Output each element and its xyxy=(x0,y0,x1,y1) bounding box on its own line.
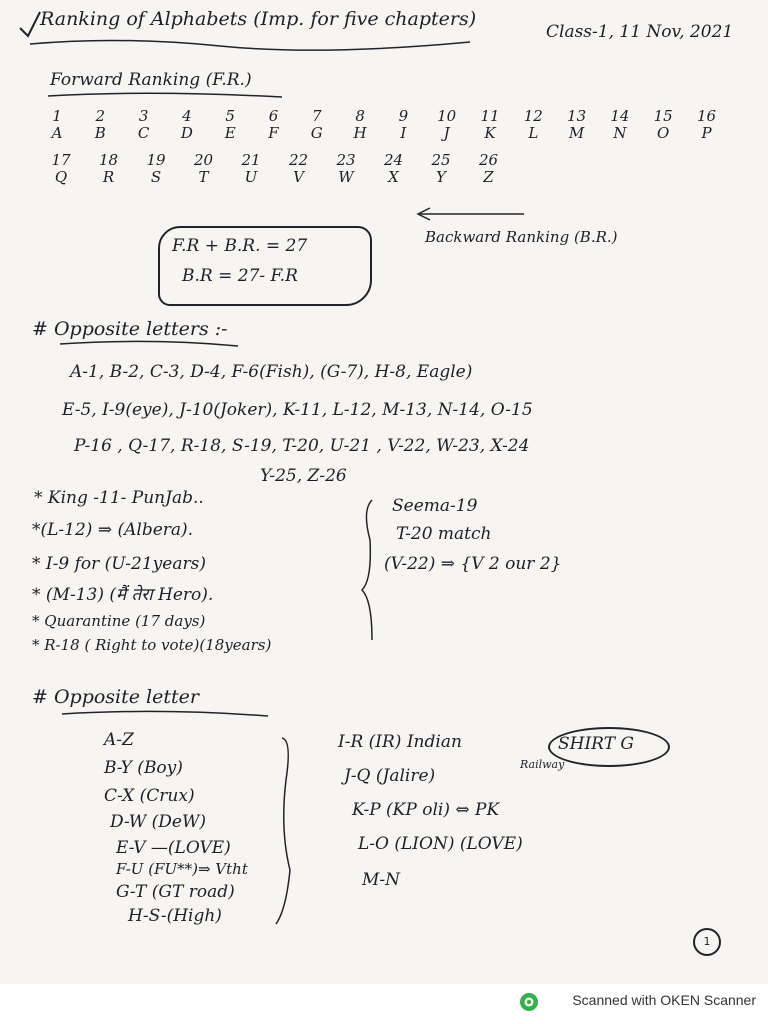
trick-item: * I-9 for (U-21years) xyxy=(32,554,206,574)
rank-number: 16 xyxy=(696,107,717,125)
rank-letter: C xyxy=(137,124,150,142)
rank-letter: R xyxy=(102,168,115,186)
rank-number: 15 xyxy=(653,107,673,125)
rank-letter: I xyxy=(400,124,407,142)
trick-item: * Quarantine (17 days) xyxy=(32,612,206,630)
trick-right-item: (V-22) ⇒ {V 2 our 2} xyxy=(384,554,562,574)
opposite-pair: F-U (FU**)⇒ Vtht xyxy=(116,860,248,878)
rank-cell xyxy=(603,108,637,142)
rank-number: 20 xyxy=(193,151,214,169)
rank-number: 12 xyxy=(523,107,543,125)
class-date: Class-1, 11 Nov, 2021 xyxy=(546,22,734,42)
opposite-letters-heading: # Opposite letters :- xyxy=(32,318,228,340)
rank-letter: G xyxy=(310,124,323,142)
rank-number: 5 xyxy=(225,107,235,125)
shirt-note: SHIRT G xyxy=(558,734,635,754)
rank-letter: F xyxy=(268,124,279,142)
rank-letter: K xyxy=(484,124,496,142)
rank-letter: J xyxy=(443,124,450,142)
trick-item: *(L-12) ⇒ (Albera). xyxy=(32,520,194,540)
rank-letter: E xyxy=(224,124,236,142)
rank-cell xyxy=(690,108,724,142)
forward-ranking-heading: Forward Ranking (F.R.) xyxy=(50,70,252,90)
rank-number: 9 xyxy=(398,107,409,125)
rank-cell xyxy=(424,152,458,186)
rank-letter: L xyxy=(528,124,539,142)
opposite-letter-heading: # Opposite letter xyxy=(32,686,199,708)
rank-cell xyxy=(472,152,506,186)
opposite-line-4: Y-25, Z-26 xyxy=(260,466,347,486)
opposite-line-3: P-16 , Q-17, R-18, S-19, T-20, U-21 , V-22, W-23, X-24 xyxy=(74,436,530,456)
opposite-line-2: E-5, I-9(eye), J-10(Joker), K-11, L-12, M-13, N-14, O-15 xyxy=(62,400,533,420)
rank-number: 11 xyxy=(480,107,500,125)
rank-cell xyxy=(187,152,221,186)
rank-number: 26 xyxy=(478,151,499,169)
rank-number: 1 xyxy=(52,107,62,125)
formula-line-2: B.R = 27- F.R xyxy=(182,266,298,286)
rank-letter: B xyxy=(94,124,106,142)
formula-line-1: F.R + B.R. = 27 xyxy=(172,236,308,256)
opposite-pair: M-N xyxy=(362,870,401,890)
rank-cell xyxy=(329,152,363,186)
rank-letter: P xyxy=(701,124,712,142)
rank-cell xyxy=(282,152,316,186)
rank-letter: U xyxy=(244,168,258,186)
rank-cell xyxy=(127,108,161,142)
rank-number: 13 xyxy=(567,107,587,125)
rank-cell xyxy=(83,108,117,142)
rank-letter: O xyxy=(657,124,670,142)
rank-letter: V xyxy=(293,168,304,186)
rank-letter: Y xyxy=(436,168,446,186)
rank-number: 3 xyxy=(138,107,149,125)
rank-letter: S xyxy=(150,168,162,186)
rank-number: 24 xyxy=(383,151,404,169)
rank-letter: Q xyxy=(54,168,68,186)
oken-scanner-logo-icon xyxy=(519,992,539,1012)
rank-letter: Z xyxy=(483,168,494,186)
rank-letter: W xyxy=(338,168,354,186)
opposite-pair: B-Y (Boy) xyxy=(104,758,183,778)
rank-cell xyxy=(213,108,247,142)
rank-cell xyxy=(92,152,126,186)
opposite-pair: E-V —(LOVE) xyxy=(116,838,231,858)
rank-cell xyxy=(40,108,74,142)
opposite-pair: A-Z xyxy=(104,730,134,750)
rank-cell xyxy=(300,108,334,142)
rank-number: 10 xyxy=(437,107,457,125)
rank-letter: N xyxy=(613,124,627,142)
rank-number: 17 xyxy=(51,151,71,169)
rank-cell xyxy=(44,152,78,186)
rank-letter: M xyxy=(568,124,585,142)
opposite-pair: I-R (IR) Indian xyxy=(338,732,462,752)
rank-number: 25 xyxy=(431,151,451,169)
rank-number: 23 xyxy=(336,151,356,169)
railway-note: Railway xyxy=(520,758,565,771)
opposite-pair: K-P (KP oli) ⇔ PK xyxy=(352,800,500,820)
rank-cell xyxy=(343,108,377,142)
page-title: Ranking of Alphabets (Imp. for five chapters) xyxy=(40,8,477,30)
trick-right-item: Seema-19 xyxy=(392,496,478,516)
rank-cell xyxy=(386,108,420,142)
rank-cell xyxy=(430,108,464,142)
page-number: 1 xyxy=(693,928,721,956)
rank-number: 22 xyxy=(288,151,309,169)
opposite-pair: D-W (DeW) xyxy=(110,812,207,832)
trick-item: * (M-13) (मैं तेरा Hero). xyxy=(32,585,214,605)
rank-number: 2 xyxy=(95,107,106,125)
rank-number: 8 xyxy=(355,107,365,125)
backward-ranking-label: Backward Ranking (B.R.) xyxy=(425,228,618,246)
rank-letter: A xyxy=(51,124,63,142)
rank-cell xyxy=(473,108,507,142)
opposite-pair: G-T (GT road) xyxy=(116,882,235,902)
rank-number: 4 xyxy=(182,107,192,125)
trick-item: * R-18 ( Right to vote)(18years) xyxy=(32,636,272,654)
rank-number: 21 xyxy=(241,151,261,169)
rank-cell xyxy=(560,108,594,142)
scanner-text: Scanned with OKEN Scanner xyxy=(572,992,756,1008)
rank-cell xyxy=(139,152,173,186)
rank-number: 14 xyxy=(610,107,630,125)
opposite-pair: C-X (Crux) xyxy=(104,786,195,806)
opposite-pair: H-S-(High) xyxy=(128,906,222,926)
rank-letter: T xyxy=(198,168,209,186)
rank-number: 7 xyxy=(312,107,322,125)
rank-number: 19 xyxy=(146,151,166,169)
rank-cell xyxy=(170,108,204,142)
trick-right-item: T-20 match xyxy=(396,524,492,544)
rank-cell xyxy=(516,108,550,142)
rank-number: 18 xyxy=(98,151,119,169)
rank-cell xyxy=(234,152,268,186)
rank-letter: H xyxy=(353,124,367,142)
rank-letter: D xyxy=(180,124,193,142)
rank-cell xyxy=(646,108,680,142)
opposite-line-1: A-1, B-2, C-3, D-4, F-6(Fish), (G-7), H-8, Eagle) xyxy=(70,362,473,382)
opposite-pair: L-O (LION) (LOVE) xyxy=(358,834,523,854)
opposite-pair: J-Q (Jalire) xyxy=(344,766,436,786)
rank-number: 6 xyxy=(268,107,279,125)
rank-cell xyxy=(377,152,411,186)
trick-item: * King -11- PunJab.. xyxy=(34,488,204,508)
rank-letter: X xyxy=(388,168,399,186)
rank-cell xyxy=(257,108,291,142)
